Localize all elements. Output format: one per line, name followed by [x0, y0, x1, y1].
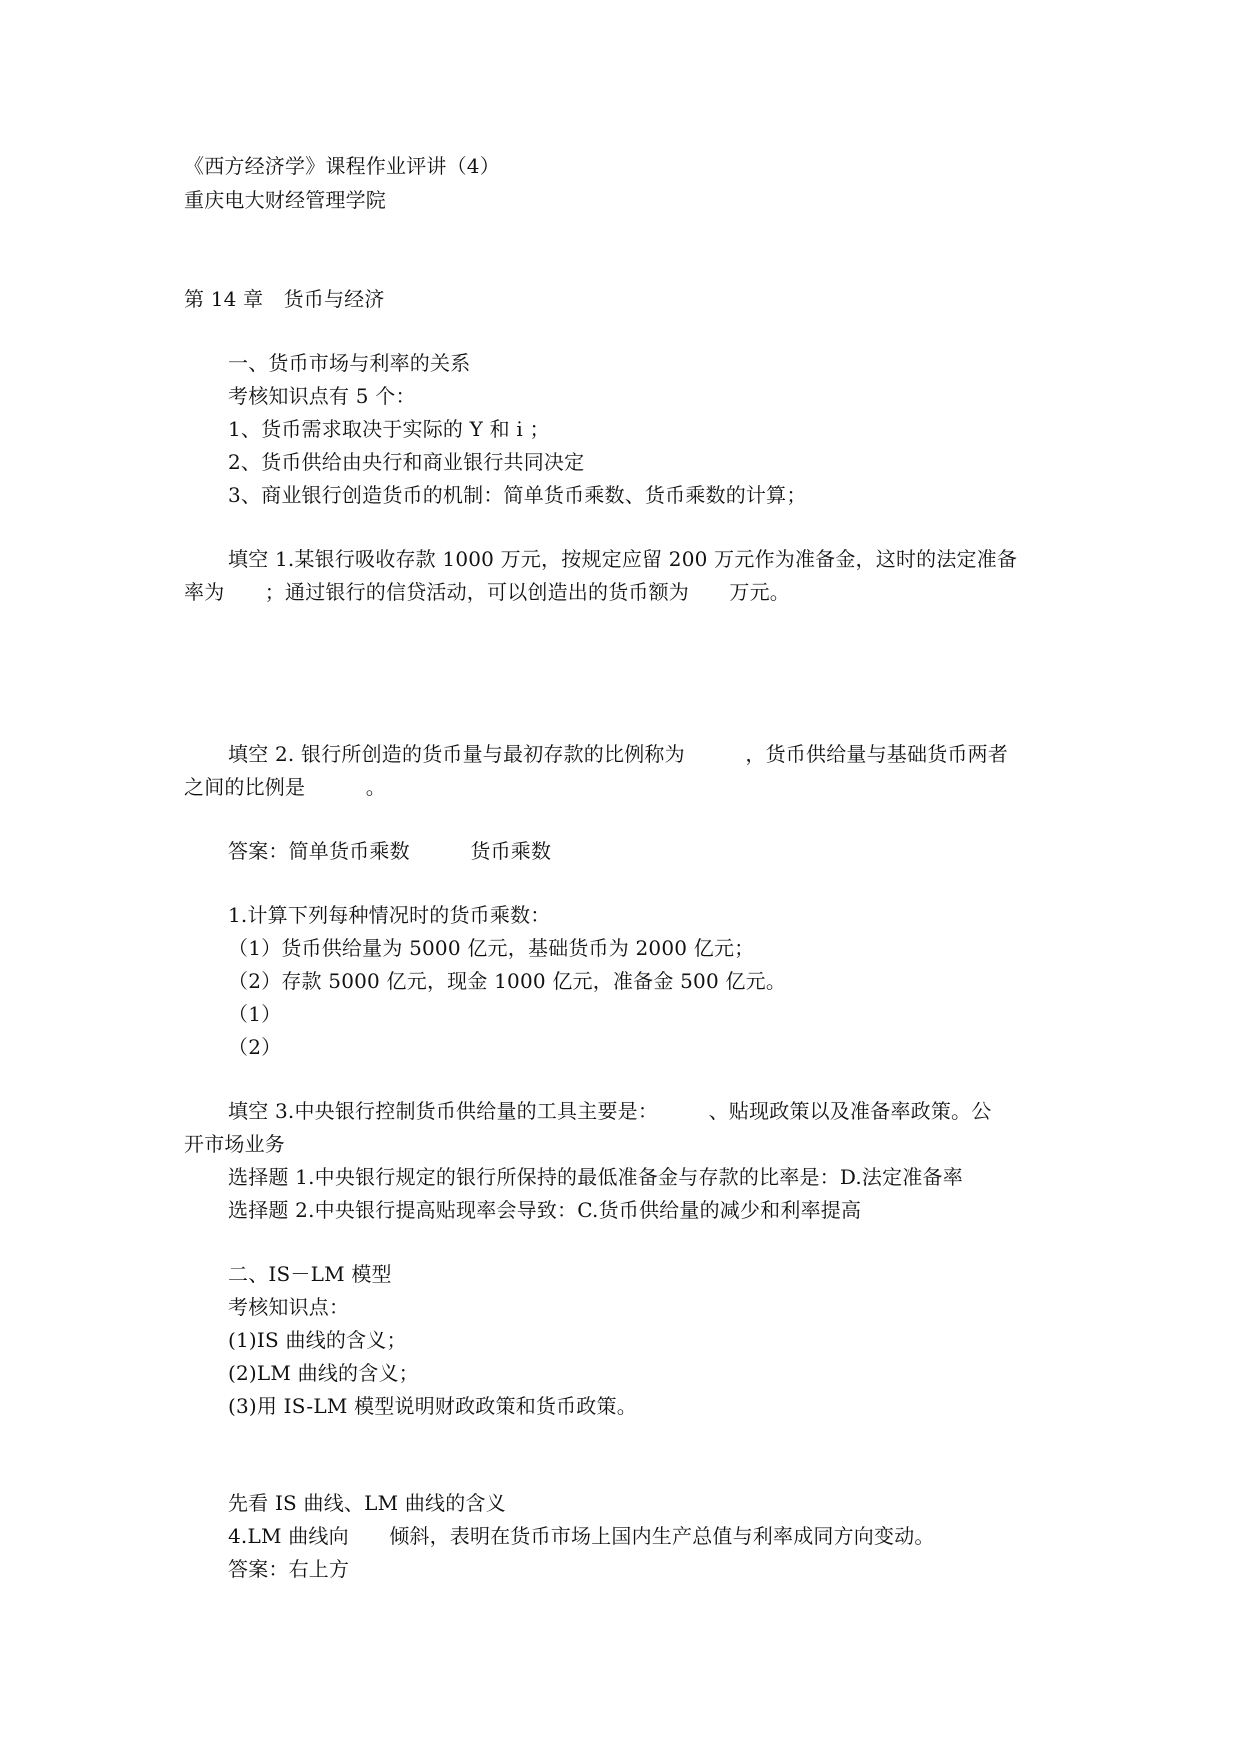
section1-point: 2、货币供给由央行和商业银行共同决定: [228, 450, 585, 474]
calc-item: （1）货币供给量为 5000 亿元，基础货币为 2000 亿元；: [228, 936, 755, 960]
document-subtitle: 重庆电大财经管理学院: [184, 188, 386, 212]
calc-item: （1）: [228, 1002, 282, 1026]
section1-points-intro: 考核知识点有 5 个：: [228, 384, 416, 408]
section2-point: (1)IS 曲线的含义；: [228, 1328, 407, 1352]
calc-item: （2）存款 5000 亿元，现金 1000 亿元，准备金 500 亿元。: [228, 969, 787, 993]
calc-title: 1.计算下列每种情况时的货币乘数：: [228, 903, 551, 927]
choice2: 选择题 2.中央银行提高贴现率会导致：C.货币供给量的减少和利率提高: [228, 1198, 862, 1222]
question-4-answer: 答案：右上方: [228, 1557, 350, 1581]
fill1-line2: 率为 ；通过银行的信贷活动，可以创造出的货币额为 万元。: [184, 580, 790, 604]
section2-points-intro: 考核知识点：: [228, 1295, 350, 1319]
section1-point: 1、货币需求取决于实际的 Y 和 i ；: [228, 417, 550, 441]
fill2-line2: 之间的比例是 。: [184, 775, 386, 799]
question-4: 4.LM 曲线向 倾斜，表明在货币市场上国内生产总值与利率成同方向变动。: [228, 1524, 935, 1548]
section1-point: 3、商业银行创造货币的机制：简单货币乘数、货币乘数的计算；: [228, 483, 807, 507]
section2-heading: 二、IS－LM 模型: [228, 1262, 392, 1286]
section1-heading: 一、货币市场与利率的关系: [228, 351, 471, 375]
fill3-line2: 开市场业务: [184, 1132, 285, 1156]
section2-lead: 先看 IS 曲线、LM 曲线的含义: [228, 1491, 506, 1515]
section2-point: (3)用 IS-LM 模型说明财政政策和货币政策。: [228, 1394, 637, 1418]
fill2-line1: 填空 2. 银行所创造的货币量与最初存款的比例称为 ，货币供给量与基础货币两者: [228, 742, 1008, 766]
fill2-answer: 答案：简单货币乘数 货币乘数: [228, 839, 552, 863]
choice1: 选择题 1.中央银行规定的银行所保持的最低准备金与存款的比率是：D.法定准备率: [228, 1165, 963, 1189]
document-title: 《西方经济学》课程作业评讲（4）: [184, 154, 500, 178]
section2-point: (2)LM 曲线的含义；: [228, 1361, 419, 1385]
calc-item: （2）: [228, 1035, 282, 1059]
chapter-title: 第 14 章 货币与经济: [184, 287, 385, 311]
fill3-line1: 填空 3.中央银行控制货币供给量的工具主要是： 、贴现政策以及准备率政策。公: [228, 1099, 992, 1123]
fill1-line1: 填空 1.某银行吸收存款 1000 万元，按规定应留 200 万元作为准备金，这时的法定准备: [228, 547, 1018, 571]
